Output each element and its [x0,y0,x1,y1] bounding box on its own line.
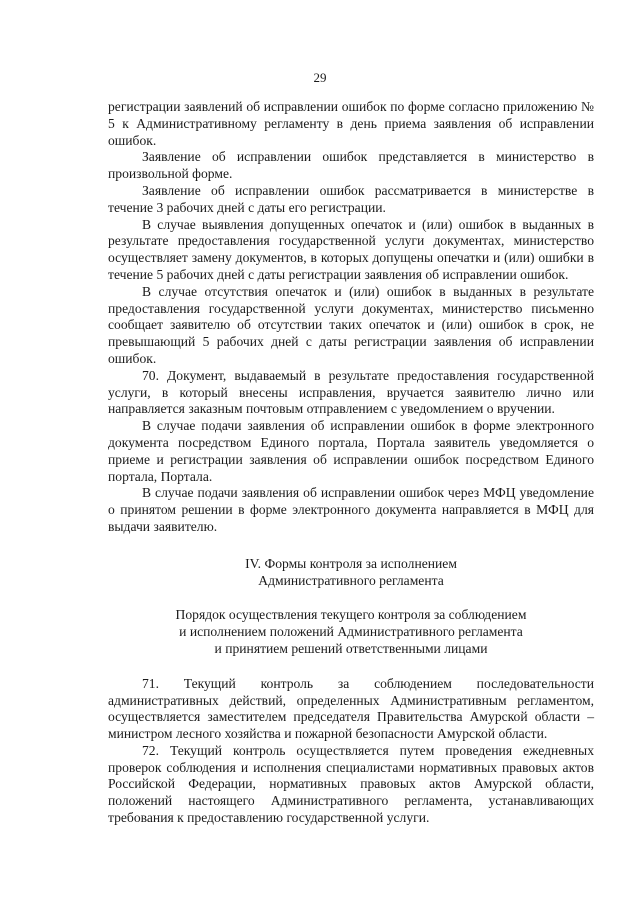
paragraph: В случае подачи заявления об исправлении ошибок через МФЦ уведомление о принятом решении в форме электронного документа направляется в МФЦ для выдачи заявителю. [108,485,594,534]
section-heading-line: Административного регламента [258,572,444,588]
document-body [108,99,594,827]
paragraph: Заявление об исправлении ошибок рассматривается в министерстве в течение 3 рабочих дней с даты его регистрации. [108,182,594,215]
paragraph: В случае отсутствия опечаток и (или) ошибок в выданных в результате предоставления государственной услуги документах, министерство письменно сообщает заявителю об отсутствии таких опечаток и (или) ошибок в срок, не превышающий 5 рабочих дней с даты регистрации заявления об исправлении ошибок. [108,283,594,366]
paragraph: В случае подачи заявления об исправлении ошибок в форме электронного документа посредством Единого портала, Портала заявитель уведомляется о приеме и регистрации заявления об исправлении ошибок посредством Единого портала, Портала. [108,418,594,484]
paragraph: 71. Текущий контроль за соблюдением последовательности административных действий, определенных Административным регламентом, осуществляется заместителем председателя Правительства Амурской области – министром лесного хозяйства и пожарной безопасности Амурской области. [108,675,594,742]
paragraph: В случае выявления допущенных опечаток и (или) ошибок в выданных в результате предоставления государственной услуги документах, министерство осуществляет замену документов, в которых допущены опечатки и (или) ошибки в течение 5 рабочих дней с даты регистрации заявления об исправлении ошибок. [108,216,594,282]
section-heading-line: IV. Формы контроля за исполнением [245,555,457,571]
sub-heading-line: Порядок осуществления текущего контроля за соблюдением [175,607,527,623]
page-number: 29 [313,70,327,85]
paragraph: Заявление об исправлении ошибок представляется в министерство в произвольной форме. [108,149,594,182]
paragraph: 72. Текущий контроль осуществляется путем проведения ежедневных проверок соблюдения и исполнения специалистами нормативных правовых актов Российской Федерации, нормативных правовых актов Амурской области, положений настоящего Административного регламента, устанавливающих требования к предоставлению государственной услуги. [108,742,594,826]
paragraph: регистрации заявлений об исправлении ошибок по форме согласно приложению № 5 к Административному регламенту в день приема заявления об исправлении ошибок. [108,99,594,148]
sub-heading-line: и принятием решений ответственными лицами [214,640,488,656]
sub-heading-line: и исполнением положений Административного регламента [179,624,523,640]
paragraph: 70. Документ, выдаваемый в результате предоставления государственной услуги, в который внесены исправления, вручается заявителю лично или направляется заказным почтовым отправлением с уведомлением о вручении. [108,367,594,417]
sub-heading [108,607,594,657]
section-heading [108,556,594,590]
